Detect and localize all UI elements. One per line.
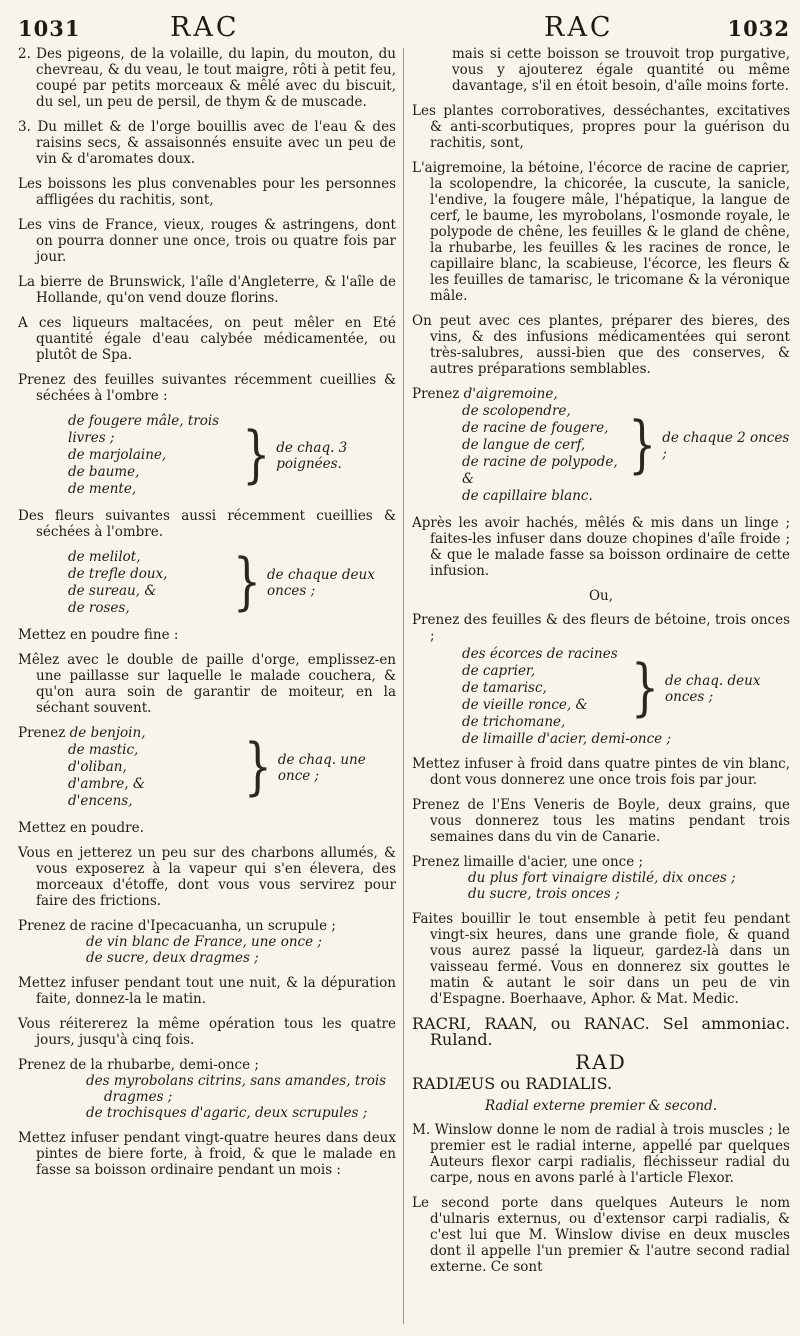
ou-separator: Ou, [588,588,614,604]
ingredient: de vieille ronce, & [462,697,588,713]
prenez-word: Prenez [18,725,66,741]
paragraph: Des fleurs suivantes aussi récemment cueillies & séchées à l'ombre. [18,508,396,540]
ingredient: de roses, [68,600,130,616]
quantity: de chaque 2 onces ; [662,429,790,462]
ingredient-list [18,725,244,810]
left-column [18,46,396,1336]
ingredient: d'aigremoine, [463,386,558,402]
paragraph: Prenez de l'Ens Veneris de Boyle, deux grains, que vous donnerez tous les matins pendant trois semaines dans du vin de Canarie. [412,797,790,845]
prescription [18,918,396,966]
ingredient: de mastic, [68,742,139,758]
section-heading: RAD [575,1050,627,1074]
ingredient-list [18,413,242,498]
ingredient: de mente, [68,481,137,497]
paragraph: Le second porte dans quelques Auteurs le nom d'ulnaris externus, ou d'extensor carpi radialis, & c'est lui que M. Winslow divise en deux muscles dont il appelle l'un premier & l'autre second radial externe. Ce sont [412,1195,790,1275]
ingredient-list [18,549,233,617]
paragraph: Mêlez avec le double de paille d'orge, emplissez-en une paillasse sur laquelle le malade couchera, & qu'on aura soin de garantir de moiteur, en la séchant souvent. [18,652,396,716]
prescription [18,1057,396,1121]
paragraph: Les plantes corroboratives, desséchantes, excitatives & anti-scorbutiques, propres pour la guérison du rachitis, sont, [412,103,790,151]
paragraph: M. Winslow donne le nom de radial à trois muscles ; le premier est le radial interne, appellé par quelques Auteurs flexor carpi radialis, fléchisseur radial du carpe, nous en avons parlé à l'article Flexor. [412,1122,790,1186]
ingredient: d'encens, [68,793,133,809]
right-page-number: 1032 [727,16,790,41]
ingredient: de trefle doux, [68,566,168,582]
paragraph: A ces liqueurs maltacées, on peut mêler en Eté quantité égale d'eau calybée médicamentée, ou plutôt de Spa. [18,315,396,363]
paragraph: L'aigremoine, la bétoine, l'écorce de racine de caprier, la scolopendre, la chicorée, la cuscute, la sanicle, l'endive, la fougere mâle, l'hépatique, la langue de cerf, le baume, les myrobolans, l'osmonde royale, le polypode de chêne, les feuilles & le gland de chêne, la rhubarbe, les feuilles & les racines de ronce, le capillaire blanc, la scabieuse, l'écorce, les fleurs & les feuilles de tamarisc, le tricomane & la véronique mâle. [412,160,790,304]
paragraph: Mettez infuser pendant tout une nuit, & la dépuration faite, donnez-la le matin. [18,975,396,1007]
ingredient: de baume, [68,464,140,480]
entry-heading: RADIÆUS ou RADIALIS. [412,1074,613,1093]
ingredient: de trichomane, [462,714,566,730]
ingredient: de racine de fougere, [462,420,609,436]
rx-line: des myrobolans citrins, sans amandes, trois dragmes ; [86,1073,387,1105]
quantity: de chaq. 3 poignées. [276,439,348,472]
quantity: de chaque deux onces ; [267,567,375,599]
paragraph: On peut avec ces plantes, préparer des bieres, des vins, & des infusions médicamentées qui seront très-salubres, aussi-bien que des conserves, & autres préparations semblables. [412,313,790,377]
paragraph: Les vins de France, vieux, rouges & astringens, dont on pourra donner une once, trois ou quatre fois par jour. [18,217,396,265]
rx-line: de trochisques d'agaric, deux scrupules ; [86,1105,368,1121]
ingredient: de capillaire blanc. [462,488,593,504]
ingredient: de tamarisc, [462,680,547,696]
paragraph: La bierre de Brunswick, l'aîle d'Angleterre, & l'aîle de Hollande, qu'on vend douze florins. [18,274,396,306]
recipe-group [18,546,396,618]
paragraph: Mettez infuser pendant vingt-quatre heures dans deux pintes de biere forte, à froid, & que le malade en fasse sa boisson ordinaire pendant un mois : [18,1130,396,1178]
brace-glyph: } [631,652,660,724]
prenez-word: Prenez [412,386,460,402]
ingredient: de benjoin, [69,725,146,741]
ingredient: de scolopendre, [462,403,571,419]
ingredient-line [412,386,628,403]
ingredient-line [18,725,244,742]
right-column [412,46,790,1336]
paragraph: Mettez en poudre fine : [18,627,179,643]
recipe-group [18,725,396,810]
rx-line: de sucre, deux dragmes ; [86,950,259,966]
paragraph: mais si cette boisson se trouvoit trop purgative, vous y ajouterez égale quantité ou même davantage, s'il en étoit besoin, d'aîle moins forte. [452,46,790,94]
paragraph: Vous en jetterez un peu sur des charbons allumés, & vous exposerez à la vapeur qui s'en élevera, des morceaux d'étoffe, dont vous vous servirez pour faire des frictions. [18,845,396,909]
recipe-group [18,413,396,498]
paragraph: 2. Des pigeons, de la volaille, du lapin, du mouton, du chevreau, & du veau, le tout maigre, rôti à petit feu, coupé par petits morceaux & mêlé avec du biscuit, du sel, un peu de persil, de thym & de muscade. [18,46,396,110]
brace-glyph: } [233,546,262,618]
rx-line: de vin blanc de France, une once ; [86,934,322,950]
rx-line: du plus fort vinaigre distilé, dix onces ; [468,870,736,886]
ingredient: de fougere mâle, trois livres ; [68,413,220,446]
right-running-head: RAC [544,12,614,43]
prescription [412,854,790,902]
ingredient: d'ambre, & [68,776,145,792]
rx-line: du sucre, trois onces ; [468,886,620,902]
ingredient: de marjolaine, [68,447,167,463]
quantity: de chaq. une once ; [277,751,366,784]
ingredient: de melilot, [68,549,141,565]
ingredient: de sureau, & [68,583,157,599]
running-header [18,6,790,50]
rx-line: Prenez de racine d'Ipecacuanha, un scrupule ; [18,918,336,934]
paragraph: 3. Du millet & de l'orge bouillis avec de l'eau & des raisins secs, & assaisonnés ensuite avec un peu de vin & d'aromates doux. [18,119,396,167]
ingredient: de limaille d'acier, demi-once ; [462,731,671,747]
paragraph: Vous réitererez la même opération tous les quatre jours, jusqu'à cinq fois. [18,1016,396,1048]
paragraph: Mettez en poudre. [18,820,144,836]
recipe-group [412,646,790,731]
subheading: Radial externe premier & second. [484,1098,718,1114]
rx-line: Prenez de la rhubarbe, demi-once ; [18,1057,259,1073]
left-running-head: RAC [170,12,240,43]
entry-heading: RACRI, RAAN, ou RANAC. Sel ammoniac. Ruland. [412,1014,790,1049]
quantity: de chaq. deux onces ; [665,672,761,705]
ingredient: de racine de polypode, & [462,454,618,487]
paragraph: Prenez des feuilles & des fleurs de bétoine, trois onces ; [412,612,790,644]
paragraph: Faites bouillir le tout ensemble à petit feu pendant vingt-six heures, dans une grande fiole, & quand vous aurez passé la liqueur, gardez-là dans un vaisseau fermé. Vous en donnerez six gouttes le matin & autant le soir dans un peu de vin d'Espagne. Boerhaave, Aphor. & Mat. Medic. [412,911,790,1007]
brace-glyph: } [242,419,271,491]
paragraph: Prenez des feuilles suivantes récemment cueillies & séchées à l'ombre : [18,372,396,404]
ingredient: de langue de cerf, [462,437,586,453]
ingredient-list [412,646,631,731]
brace-glyph: } [243,731,272,803]
text-columns [18,46,790,1336]
recipe-group [412,386,790,505]
rx-line: Prenez limaille d'acier, une once ; [412,854,644,870]
ingredient-list [412,386,628,505]
left-page-number: 1031 [18,16,81,41]
brace-glyph: } [628,409,657,481]
paragraph: Après les avoir hachés, mêlés & mis dans un linge ; faites-les infuser dans douze chopines d'aîle froide ; & que le malade fasse sa boisson ordinaire de cette infusion. [412,515,790,579]
paragraph: Mettez infuser à froid dans quatre pintes de vin blanc, dont vous donnerez une once trois fois par jour. [412,756,790,788]
ingredient: des écorces de racines de caprier, [462,646,618,679]
ingredient: d'oliban, [68,759,127,775]
paragraph: Les boissons les plus convenables pour les personnes affligées du rachitis, sont, [18,176,396,208]
